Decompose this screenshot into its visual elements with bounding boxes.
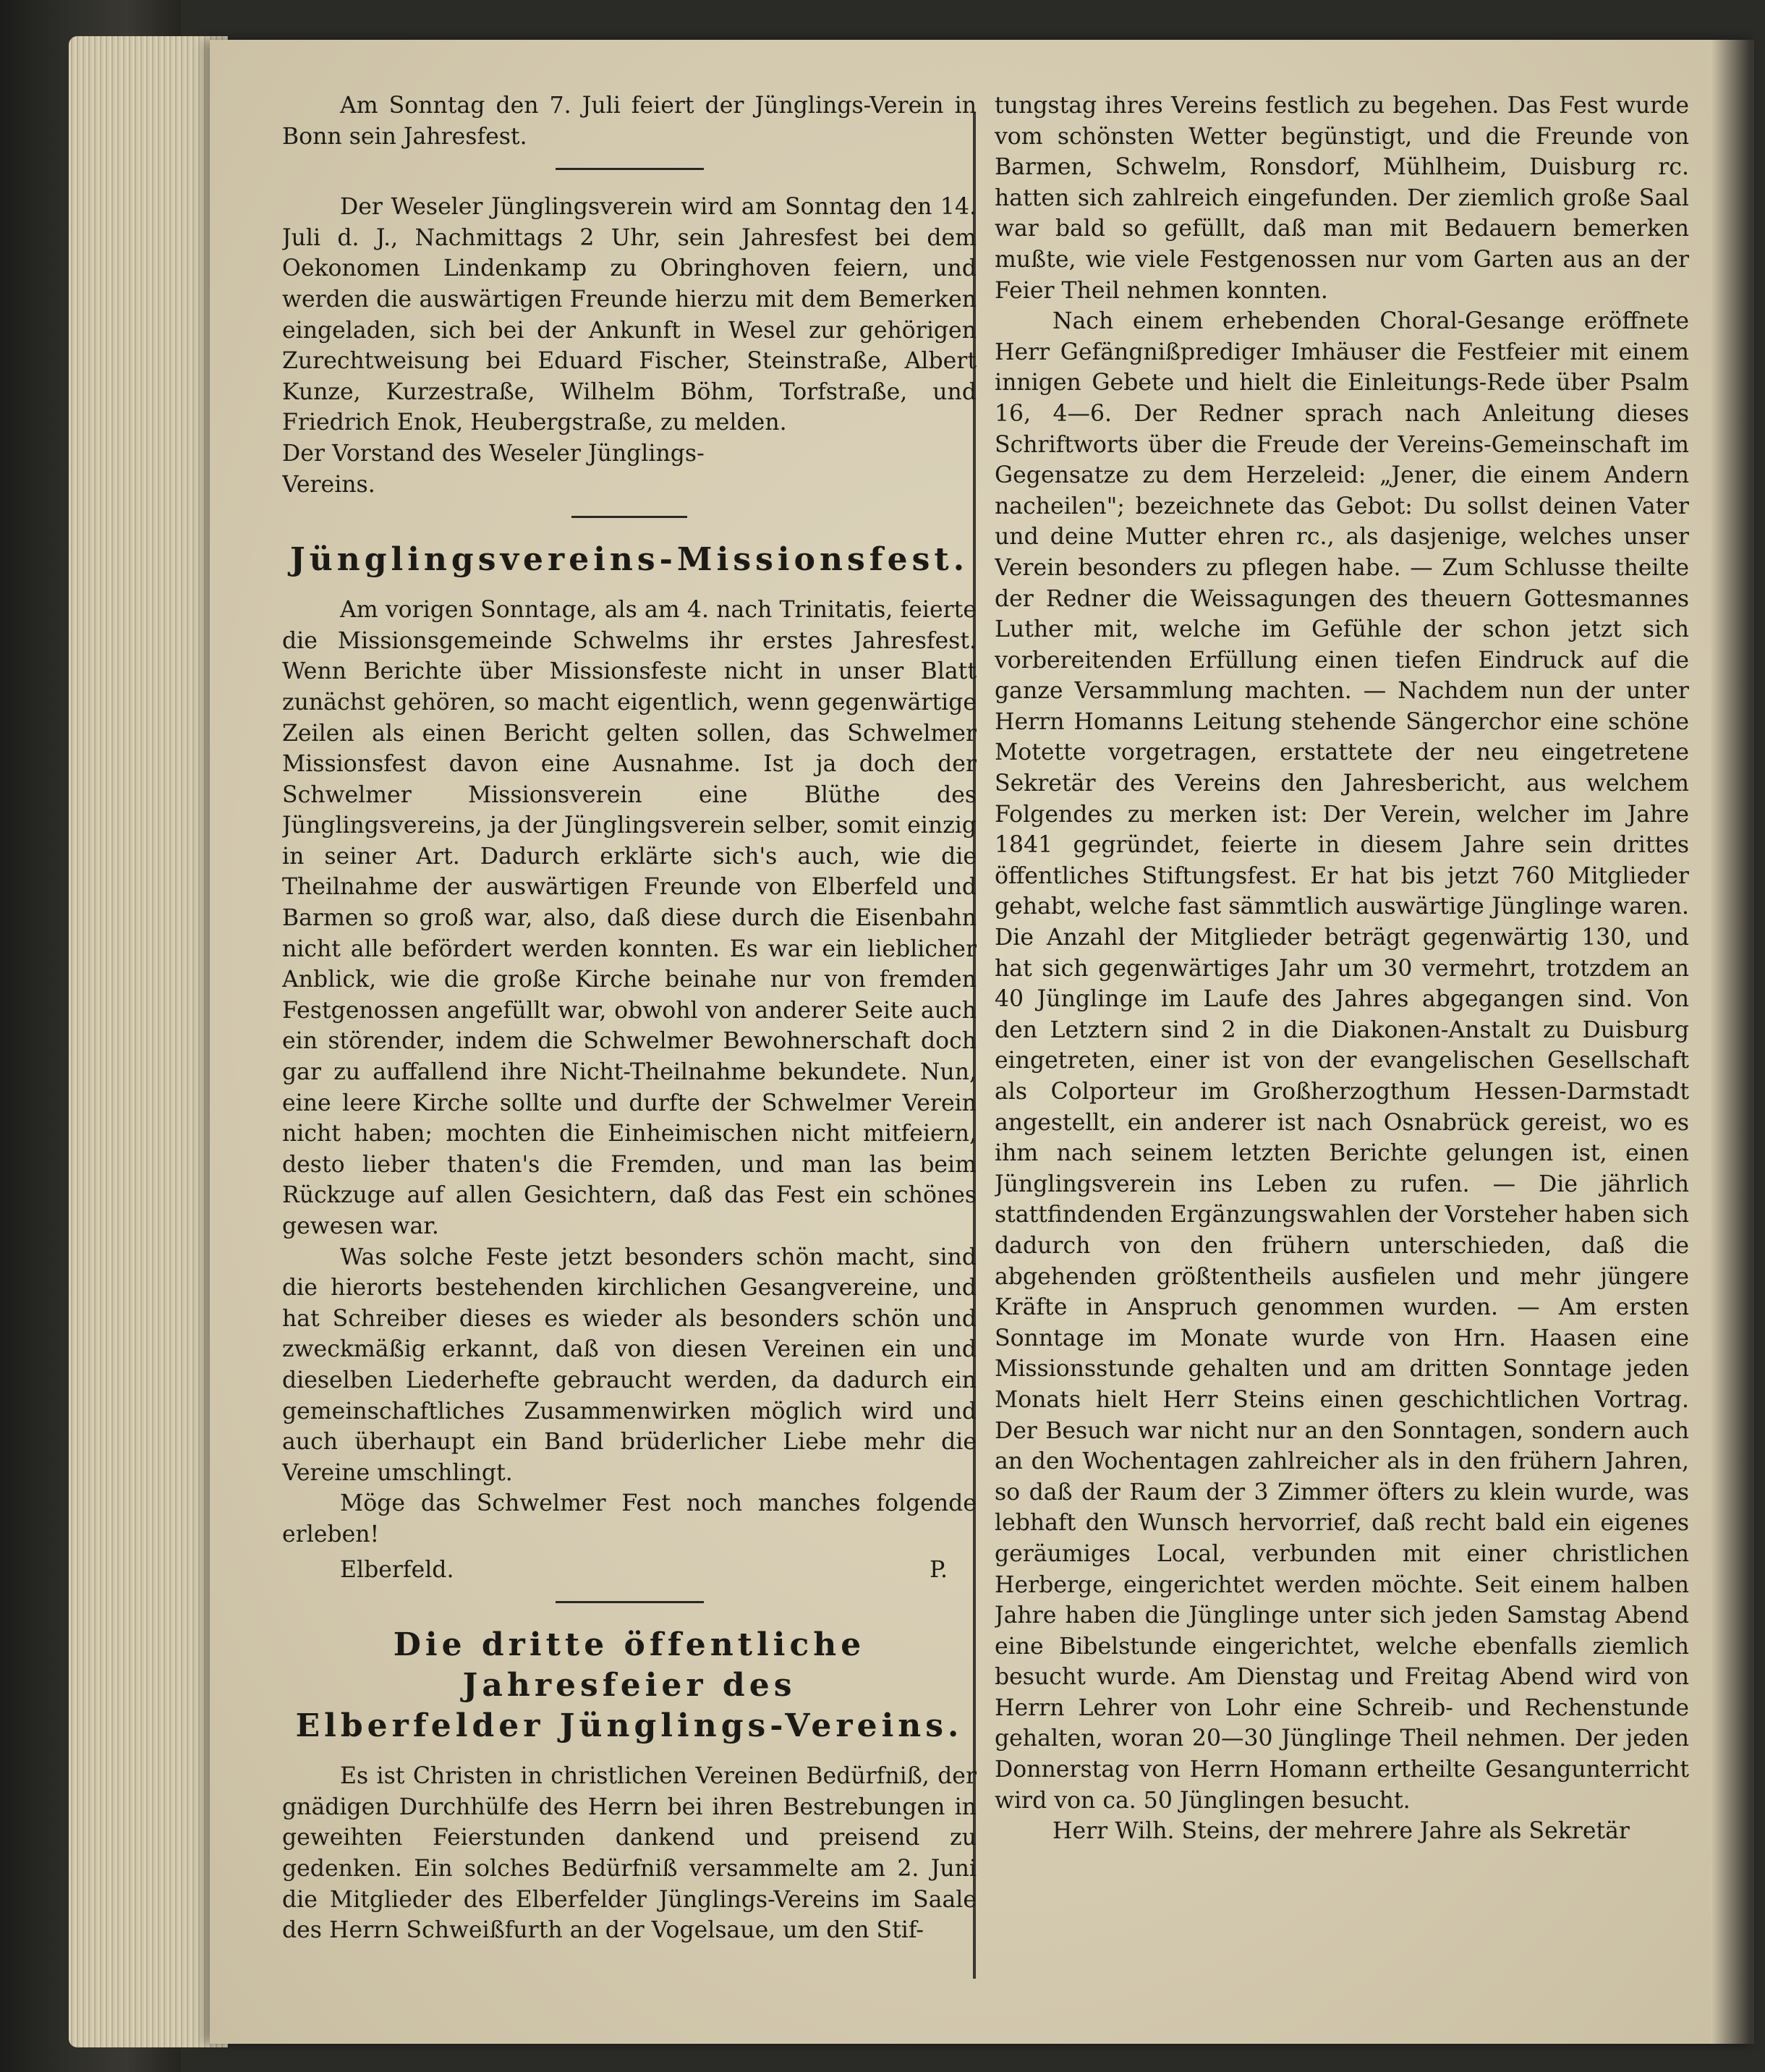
article-paragraph: Am vorigen Sonntage, als am 4. nach Trinitatis, feierte die Missionsgemeinde Schwelms ihr erstes Jahresfest. Wenn Berichte über Missionsfeste nicht in unser Blatt zunächst gehören, so macht eigentlich, wenn gegenwärtige Zeilen als einen Bericht gelten sollen, das Schwelmer Missionsfest davon eine Ausnahme. Ist ja doch der Schwelmer Missionsverein eine Blüthe des Jünglingsvereins, ja der Jünglingsverein selber, somit einzig in seiner Art. Dadurch erklärte sich's auch, wie die Theilnahme der auswärtigen Freunde von Elberfeld und Barmen so groß war, also, daß diese durch die Eisenbahn nicht alle befördert werden konnten. Es war ein lieblicher Anblick, wie die große Kirche beinahe nur von fremden Festgenossen angefüllt war, obwohl von anderer Seite auch ein störender, indem die Schwelmer Bewohnerschaft doch gar zu auffallend ihre Nicht-Theilnahme bekundete. Nun, eine leere Kirche sollte und durfte der Schwelmer Verein nicht haben; mochten die Einheimischen nicht mitfeiern, desto lieber thaten's die Fremden, und man las beim Rückzuge auf allen Gesichtern, daß das Fest ein schönes gewesen war.	[282, 597, 977, 1239]
separator-rule	[556, 1601, 704, 1603]
article-paragraph: Möge das Schwelmer Fest noch manches folgende erleben!	[282, 1490, 977, 1547]
article-paragraph: Nach einem erhebenden Choral-Gesange eröffnete Herr Gefängnißprediger Imhäuser die Festfeier mit einem innigen Gebete und hielt die Einleitungs-Rede über Psalm 16, 4—6. Der Redner sprach nach Anleitung dieses Schriftworts über die Freude der Vereins-Gemeinschaft im Gegensatze zu dem Herzeleid: „Jener, die einem Andern nacheilen"; bezeichnete das Gebot: Du sollst deinen Vater und deine Mutter ehren rc., als dasjenige, welches unser Verein besonders zu pflegen habe. — Zum Schlusse theilte der Redner die Weissagungen des theuern Gottesmannes Luther mit, welche im Gefühle der schon jetzt sich vorbereitenden Erfüllung einen tiefen Eindruck auf die ganze Versammlung machten. — Nachdem nun der unter Herrn Homanns Leitung stehende Sängerchor eine schöne Motette vorgetragen, erstattete der neu eingetretene Sekretär des Vereins den Jahresbericht, aus welchem Folgendes zu merken ist: Der Verein, welcher im Jahre 1841 gegründet, feierte in diesem Jahre sein drittes öffentliches Stiftungsfest. Er hat bis jetzt 760 Mitglieder gehabt, welche fast sämmtlich auswärtige Jünglinge waren. Die Anzahl der Mitglieder beträgt gegenwärtig 130, und hat sich gegenwärtiges Jahr um 30 vermehrt, trotzdem an 40 Jünglinge im Laufe des Jahres abgegangen sind. Von den Letztern sind 2 in die Diakonen-Anstalt zu Duisburg eingetreten, einer ist von der evangelischen Gesellschaft als Colporteur im Großherzogthum Hessen-Darmstadt angestellt, ein anderer ist nach Osnabrück gereist, wo es ihm nach seinem letzten Berichte gelungen ist, einen Jünglingsverein ins Leben zu rufen. — Die jährlich stattfindenden Ergänzungswahlen der Vorsteher haben sich dadurch von den frühern unterschieden, daß die abgehenden größtentheils ausfielen und mehr jüngere Kräfte in Anspruch genommen wurden. — Am ersten Sonntage im Monate wurde von Hrn. Haasen eine Missionsstunde gehalten und am dritten Sonntage jeden Monats hielt Herr Steins einen geschichtlichen Vortrag. Der Besuch war nicht nur an den Sonntagen, sondern auch an den Wochentagen zahlreicher als in den frühern Jahren, so daß der Raum der 3 Zimmer öfters zu klein wurde, was lebhaft den Wunsch hervorrief, daß recht bald ein eigenes geräumiges Local, verbunden mit einer christlichen Herberge, eingerichtet werden möchte. Seit einem halben Jahre haben die Jünglinge unter sich jeden Samstag Abend eine Bibelstunde eingerichtet, welche ebenfalls ziemlich besucht wurde. Am Dienstag und Freitag Abend wird von Herrn Lehrer von Lohr eine Schreib- und Rechenstunde gehalten, woran 20—30 Jünglinge Theil nehmen. Der jeden Donnerstag von Herrn Homann ertheilte Gesangunterricht wird von ca. 50 Jünglingen besucht.	[995, 308, 1689, 1814]
separator-rule	[571, 516, 687, 518]
heading-line-1: Die dritte öffentliche Jahresfeier des	[393, 1626, 866, 1704]
page-stack-edges	[69, 36, 228, 2047]
heading-line-2: Elberfelder Jünglings-Vereins.	[295, 1707, 964, 1745]
article-paragraph: tungstag ihres Vereins festlich zu begehen. Das Fest wurde vom schönsten Wetter begünstigt, und die Freunde von Barmen, Schwelm, Ronsdorf, Mühlheim, Duisburg rc. hatten sich zahlreich eingefunden. Der ziemlich große Saal war bald so gefüllt, daß man mit Bedauern bemerken mußte, wie viele Festgenossen nur vom Garten aus an der Feier Theil nehmen konnten.	[995, 93, 1689, 304]
article-paragraph: Herr Wilh. Steins, der mehrere Jahre als Sekretär	[1052, 1818, 1630, 1845]
author-initial: P.	[930, 1556, 948, 1583]
separator-rule	[556, 168, 704, 170]
article-heading-missionsfest: Jünglingsvereins-Missionsfest.	[289, 541, 969, 579]
article-heading-jahresfeier	[282, 1625, 977, 1746]
notice-wesel: Der Weseler Jünglingsverein wird am Sonntag den 14. Juli d. J., Nachmittags 2 Uhr, sein Jahresfest bei dem Oekonomen Lindenkamp zu Obringhoven feiern, und werden die auswärtigen Freunde hierzu mit dem Bemerken eingeladen, sich bei der Ankunft in Wesel zur gehörigen Zurechtweisung bei Eduard Fischer, Steinstraße, Albert Kunze, Kurzestraße, Wilhelm Böhm, Torfstraße, und Friedrich Enok, Heubergstraße, zu melden.	[282, 194, 977, 436]
article-paragraph: Was solche Feste jetzt besonders schön macht, sind die hierorts bestehenden kirchlichen Gesangvereine, und hat Schreiber dieses es wieder als besonders schön und zweckmäßig erkannt, daß von diesen Vereinen ein und dieselben Liederhefte gebraucht werden, da dadurch ein gemeinschaftliches Zusammenwirken möglich wird und auch überhaupt ein Band brüderlicher Liebe mehr die Vereine umschlingt.	[282, 1244, 977, 1486]
signature-line-1: Der Vorstand des Weseler Jünglings-	[282, 440, 705, 467]
dateline-place: Elberfeld.	[340, 1556, 454, 1583]
article-paragraph: Es ist Christen in christlichen Vereinen Bedürfniß, der gnädigen Durchhülfe des Herrn bei ihren Bestrebungen in geweihten Feierstunden dankend und preisend zu gedenken. Ein solches Bedürfniß versammelte am 2. Juni die Mitglieder des Elberfelder Jünglings-Vereins im Saale des Herrn Schweißfurth an der Vogelsaue, um den Stif-	[282, 1763, 977, 1944]
book-page	[210, 40, 1754, 2044]
left-column	[282, 90, 977, 1986]
signature-line-2: Vereins.	[282, 471, 375, 498]
page-gutter-shadow	[1711, 40, 1754, 2044]
dateline	[282, 1555, 977, 1586]
right-column	[995, 90, 1689, 1986]
notice-bonn: Am Sonntag den 7. Juli feiert der Jünglings-Verein in Bonn sein Jahresfest.	[282, 93, 977, 150]
